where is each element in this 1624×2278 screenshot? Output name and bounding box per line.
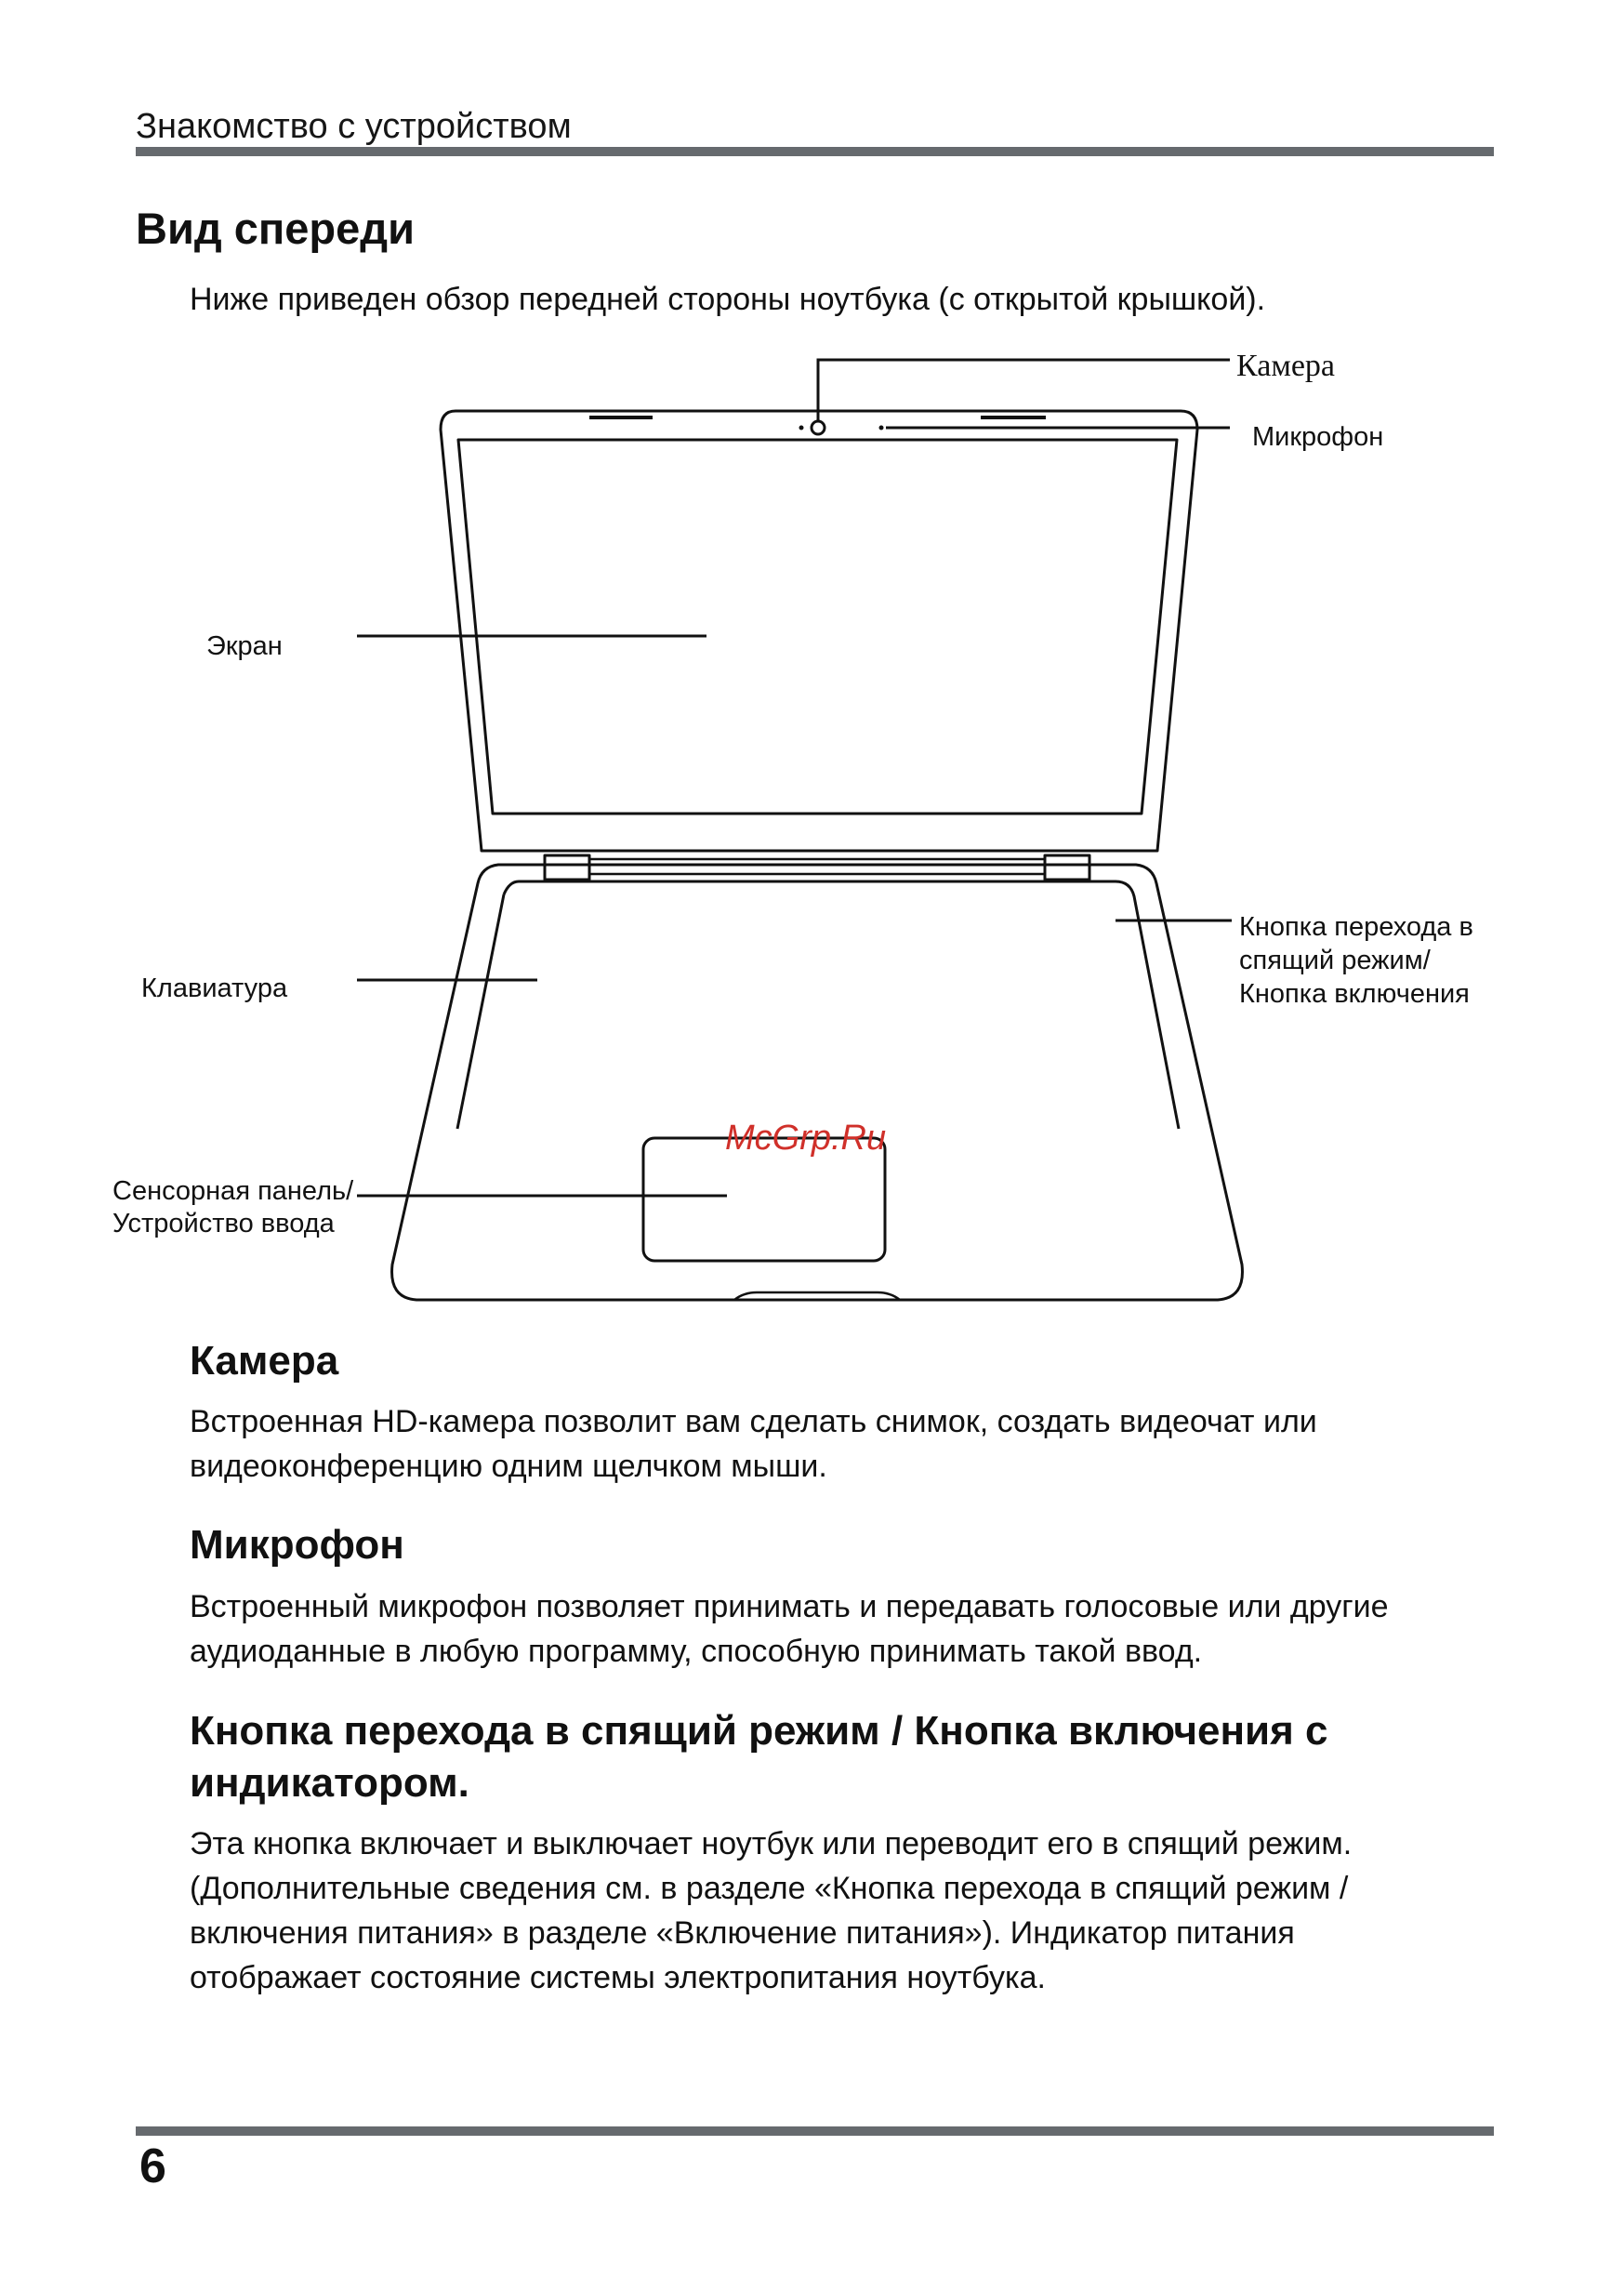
section-intro: Ниже приведен обзор передней стороны ноутбука (с открытой крышкой). [190, 282, 1266, 317]
camera-heading: Камера [190, 1338, 339, 1384]
label-touchpad-line2: Устройство ввода [112, 1209, 335, 1238]
label-touchpad-line1: Сенсорная панель/ [112, 1176, 354, 1206]
label-microphone: Микрофон [1252, 422, 1384, 452]
mic-hole [879, 426, 884, 430]
running-header: Знакомство с устройством [136, 107, 572, 146]
label-power-line1: Кнопка перехода в [1239, 912, 1473, 942]
watermark: McGrp.Ru [725, 1119, 887, 1158]
camera-description [190, 1399, 1491, 1489]
label-keyboard: Клавиатура [141, 973, 288, 1003]
footer-rule [136, 2126, 1494, 2136]
camera-line: видеоконференцию одним щелчком мыши. [190, 1449, 827, 1484]
power-line: включения питания» в разделе «Включение питания»). Индикатор питания [190, 1915, 1295, 1951]
lid-outline [441, 411, 1197, 851]
label-power-line2: спящий режим/ [1239, 946, 1431, 975]
camera-line: Встроенная HD-камера позволит вам сделать снимок, создать видеочат или [190, 1404, 1317, 1439]
left-hinge [545, 855, 589, 880]
section-title: Вид спереди [136, 204, 415, 253]
microphone-description [190, 1584, 1491, 1674]
power-line: отображает состояние системы электропитания ноутбука. [190, 1960, 1046, 1995]
microphone-heading: Микрофон [190, 1522, 404, 1568]
microphone-line: Встроенный микрофон позволяет принимать и передавать голосовые или другие [190, 1589, 1389, 1624]
screen-area [458, 440, 1177, 814]
right-hinge [1045, 855, 1089, 880]
keyboard-deck [457, 881, 1179, 1129]
power-line: (Дополнительные сведения см. в разделе «Кнопка перехода в спящий режим / [190, 1871, 1349, 1906]
label-power-line3: Кнопка включения [1239, 979, 1470, 1009]
microphone-line: аудиоданные в любую программу, способную принимать такой ввод. [190, 1634, 1203, 1669]
power-heading-line: Кнопка перехода в спящий режим / Кнопка включения с [190, 1708, 1328, 1754]
page-number: 6 [139, 2139, 166, 2193]
label-camera: Камера [1236, 349, 1336, 383]
camera-lens [812, 421, 825, 434]
power-description [190, 1821, 1491, 2000]
power-heading [190, 1705, 1510, 1809]
power-heading-line: индикатором. [190, 1760, 469, 1806]
label-screen: Экран [206, 631, 283, 661]
power-line: Эта кнопка включает и выключает ноутбук или переводит его в спящий режим. [190, 1826, 1353, 1861]
base-outline [392, 865, 1243, 1300]
